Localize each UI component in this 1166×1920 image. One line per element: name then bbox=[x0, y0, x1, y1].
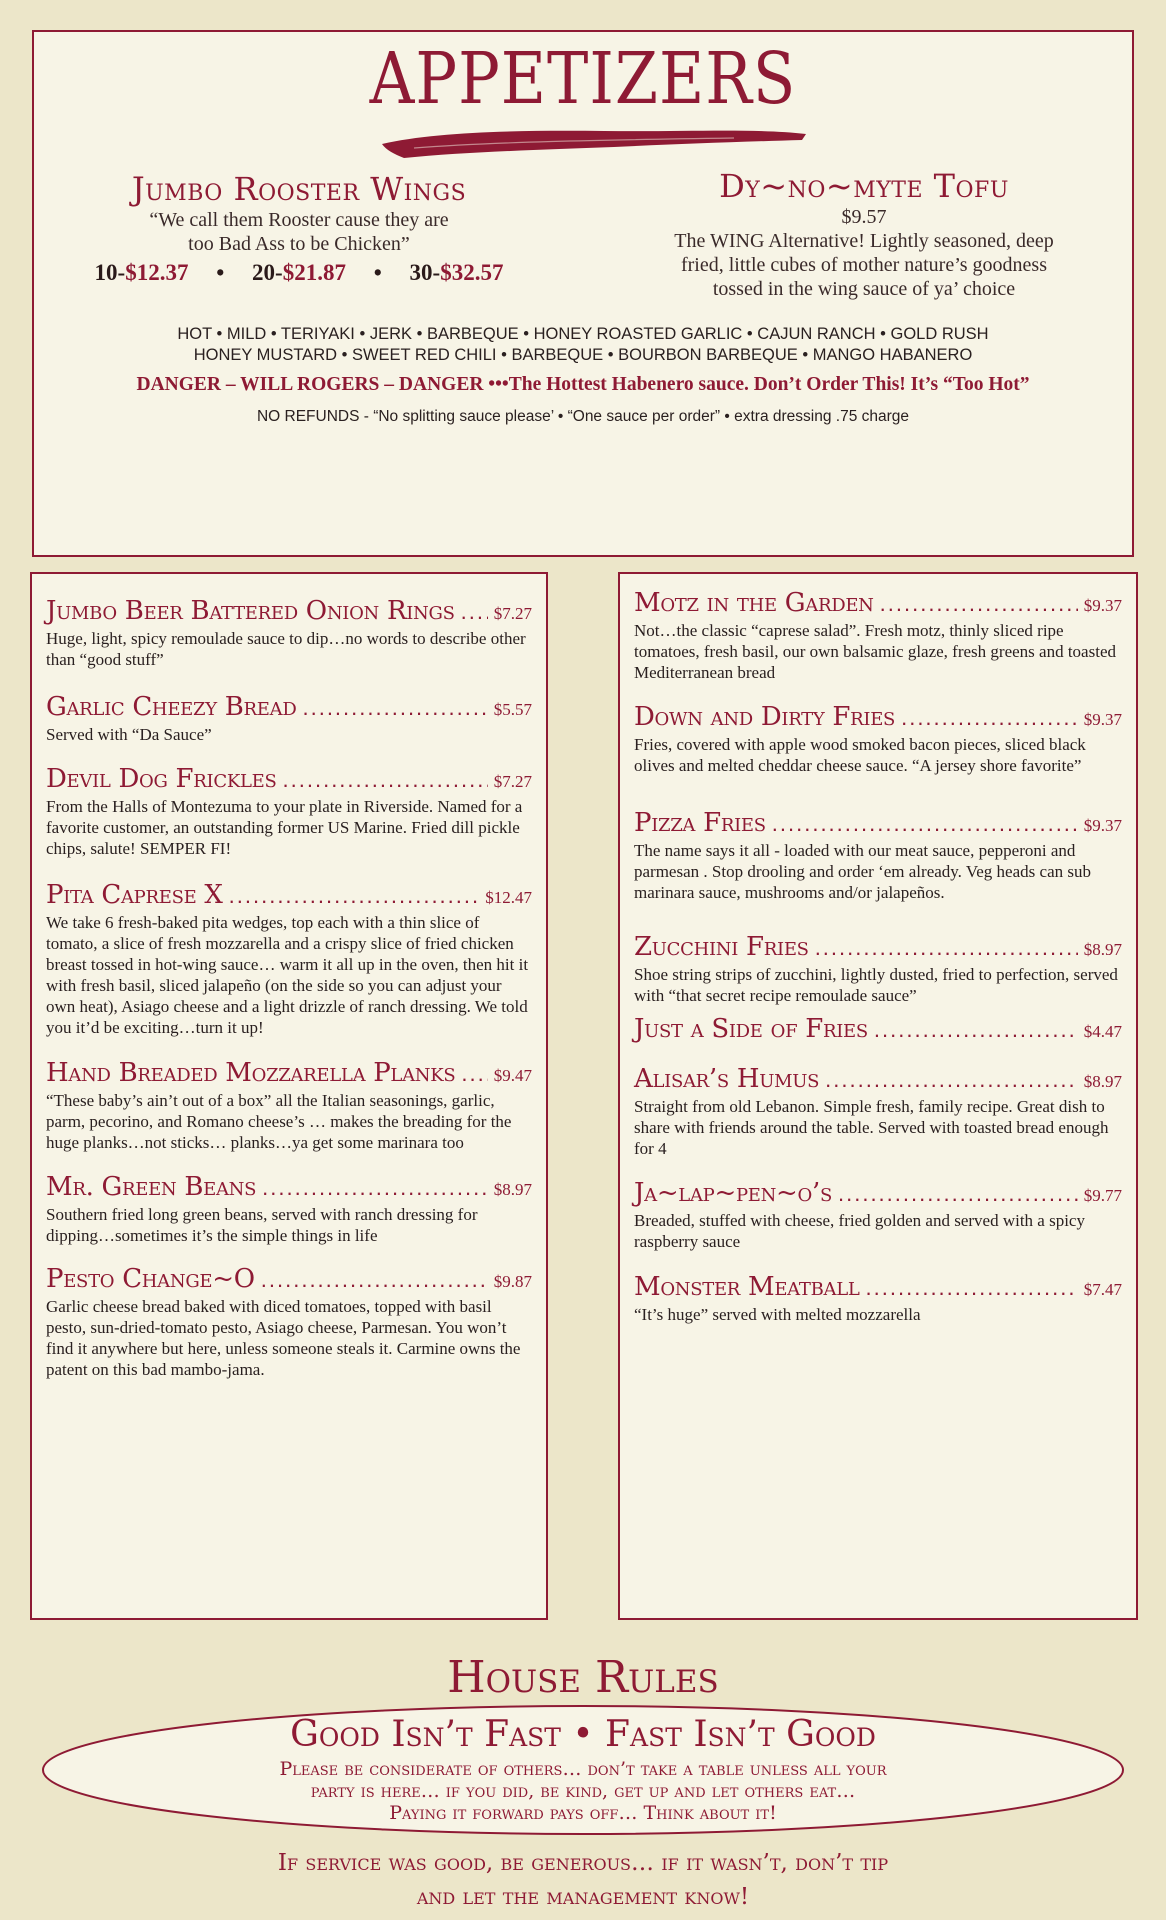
item-price: $7.47 bbox=[1083, 1280, 1122, 1299]
rules-body bbox=[180, 1758, 986, 1824]
item-price: $9.37 bbox=[1083, 816, 1122, 835]
rules-line-2: party is here… if you did, be kind, get up and let others eat… bbox=[310, 1780, 856, 1802]
dot-leader bbox=[229, 883, 480, 909]
item-price: $9.87 bbox=[493, 1272, 532, 1291]
danger-warning: DANGER – WILL ROGERS – DANGER •••The Hottest Habenero sauce. Don’t Order This! It’s “Too Hot” bbox=[136, 374, 1030, 395]
item-name: Down and Dirty Fries bbox=[634, 702, 896, 732]
wings-count-30: 30- bbox=[409, 260, 441, 285]
sauce-list bbox=[34, 324, 1132, 366]
item-name: Pita Caprese X bbox=[46, 880, 223, 910]
dot-leader bbox=[772, 811, 1078, 837]
wings-price-30: $32.57 bbox=[440, 260, 504, 285]
sauce-line-1: HOT • MILD • TERIYAKI • JERK • BARBEQUE • HONEY ROASTED GARLIC • CAJUN RANCH • GOLD RUSH bbox=[177, 325, 989, 343]
item-name: Mr. Green Beans bbox=[46, 1172, 257, 1202]
item-description: Garlic cheese bread baked with diced tomatoes, topped with basil pesto, sun-dried-tomato pesto, Asiago cheese, Parmesan. You won’t find it anywhere but here, unless someone steals it. Carmine owns the patent on this bad mambo-jama. bbox=[46, 1297, 521, 1379]
item-description: We take 6 fresh-baked pita wedges, top each with a thin slice of tomato, a slice of fresh mozzarella and a crispy slice of fried chicken breast tossed in hot-wing sauce… warm it all up in the oven, then hit it with fresh basil, sliced jalapeño (on the side so you can adjust your own heat), Asiago cheese and a light drizzle of ranch dressing. We told you it’d be exciting…turn it up! bbox=[46, 913, 529, 1037]
tip-line-1: If service was good, be generous… if it wasn’t, don’t tip bbox=[277, 1850, 889, 1876]
item-price: $4.47 bbox=[1083, 1022, 1122, 1041]
tofu-block bbox=[634, 167, 1094, 301]
dot-leader bbox=[825, 1067, 1078, 1093]
menu-item bbox=[46, 764, 532, 859]
wings-count-20: 20- bbox=[252, 260, 283, 285]
wings-name: Jumbo Rooster Wings bbox=[131, 170, 467, 208]
item-name: Garlic Cheezy Bread bbox=[46, 692, 297, 722]
appetizers-header-panel bbox=[32, 30, 1134, 557]
right-menu-panel bbox=[618, 572, 1138, 1620]
item-description: “These baby’s ain’t out of a box” all the Italian seasonings, garlic, parm, pecorino, and Romano cheese’s … makes the breading for the huge planks…not sticks… planks…ya get some marinara too bbox=[46, 1091, 512, 1152]
menu-item bbox=[46, 596, 532, 670]
item-price: $9.77 bbox=[1083, 1186, 1122, 1205]
wings-block bbox=[64, 170, 534, 286]
tofu-price: $9.57 bbox=[841, 206, 887, 228]
item-description: “It’s huge” served with melted mozzarella bbox=[634, 1305, 921, 1324]
menu-item bbox=[634, 1014, 1122, 1044]
dot-leader bbox=[283, 767, 488, 793]
wings-prices: 10-$12.37 • 20-$21.87 • 30-$32.57 bbox=[94, 260, 504, 285]
dot-leader bbox=[261, 1267, 488, 1293]
item-price: $9.47 bbox=[493, 1066, 532, 1085]
item-price: $9.37 bbox=[1083, 596, 1122, 615]
item-description: Southern fried long green beans, served with ranch dressing for dipping…sometimes it’s the simple things in life bbox=[46, 1205, 478, 1245]
item-description: Shoe string strips of zucchini, lightly dusted, fried to perfection, served with “that secret recipe remoulade sauce” bbox=[634, 965, 1118, 1005]
house-rules-title: House Rules bbox=[447, 1652, 719, 1703]
item-name: Devil Dog Frickles bbox=[46, 764, 277, 794]
item-price: $12.47 bbox=[485, 888, 532, 907]
tofu-desc-3: tossed in the wing sauce of ya’ choice bbox=[712, 278, 1016, 300]
dot-leader bbox=[838, 1181, 1078, 1207]
item-price: $5.57 bbox=[493, 700, 532, 719]
menu-item bbox=[46, 692, 532, 745]
item-name: Hand Breaded Mozzarella Planks bbox=[46, 1058, 456, 1088]
item-description: The name says it all - loaded with our meat sauce, pepperoni and parmesan . Stop drooling and order ‘em already. Veg heads can sub marinara sauce, mushrooms and/or jalapeños. bbox=[634, 841, 1091, 902]
tofu-desc-2: fried, little cubes of mother nature’s goodness bbox=[680, 254, 1047, 276]
item-name: Monster Meatball bbox=[634, 1272, 860, 1302]
item-price: $8.97 bbox=[1083, 1072, 1122, 1091]
item-price: $8.97 bbox=[493, 1180, 532, 1199]
menu-item bbox=[634, 1178, 1122, 1252]
tofu-name: Dy~no~myte Tofu bbox=[719, 167, 1009, 205]
tip-message bbox=[0, 1846, 1166, 1914]
dot-leader bbox=[461, 599, 488, 625]
wings-tagline-1: “We call them Rooster cause they are bbox=[149, 209, 449, 231]
menu-item bbox=[634, 1272, 1122, 1325]
item-price: $8.97 bbox=[1083, 940, 1122, 959]
left-menu-panel bbox=[30, 572, 548, 1620]
item-description: Huge, light, spicy remoulade sauce to dip…no words to describe other than “good stuff” bbox=[46, 629, 526, 669]
item-price: $9.37 bbox=[1083, 710, 1122, 729]
item-description: Breaded, stuffed with cheese, fried golden and served with a spicy raspberry sauce bbox=[634, 1211, 1085, 1251]
dot-leader bbox=[901, 705, 1078, 731]
menu-item bbox=[46, 1172, 532, 1246]
rules-headline: Good Isn’t Fast • Fast Isn’t Good bbox=[290, 1714, 876, 1755]
menu-item bbox=[46, 880, 532, 1038]
dot-leader bbox=[302, 695, 487, 721]
dot-leader bbox=[461, 1061, 487, 1087]
wings-price-10: $12.37 bbox=[125, 260, 189, 285]
item-name: Pesto Change~O bbox=[46, 1264, 255, 1294]
tip-line-2: and let the management know! bbox=[416, 1884, 750, 1910]
item-description: Straight from old Lebanon. Simple fresh, family recipe. Great dish to share with friends around the table. Served with toasted bread enough for 4 bbox=[634, 1097, 1109, 1158]
wings-price-20: $21.87 bbox=[282, 260, 346, 285]
item-description: Fries, covered with apple wood smoked bacon pieces, sliced black olives and melted cheddar cheese sauce. “A jersey shore favorite” bbox=[634, 735, 1086, 775]
wings-count-10: 10- bbox=[94, 260, 126, 285]
menu-item bbox=[634, 808, 1122, 903]
item-name: Just a Side of Fries bbox=[634, 1014, 868, 1044]
item-name: Pizza Fries bbox=[634, 808, 766, 838]
rules-line-3: Paying it forward pays off… Think about it! bbox=[389, 1802, 777, 1824]
menu-item bbox=[634, 588, 1122, 683]
item-name: Ja~lap~pen~o’s bbox=[634, 1178, 832, 1208]
rules-line-1: Please be considerate of others… don’t take a table unless all your bbox=[279, 1758, 887, 1780]
item-name: Motz in the Garden bbox=[634, 588, 874, 618]
dot-leader bbox=[874, 1017, 1078, 1043]
wings-tagline-2: too Bad Ass to be Chicken” bbox=[188, 233, 410, 255]
menu-item bbox=[634, 702, 1122, 776]
brush-stroke-decoration bbox=[374, 122, 814, 162]
refund-policy: NO REFUNDS - “No splitting sauce please’ • “One sauce per order” • extra dressing .75 charge bbox=[256, 408, 910, 425]
item-name: Alisar’s Humus bbox=[634, 1064, 820, 1094]
item-name: Zucchini Fries bbox=[634, 932, 809, 962]
dot-leader bbox=[880, 591, 1078, 617]
dot-leader bbox=[262, 1175, 488, 1201]
item-name: Jumbo Beer Battered Onion Rings bbox=[46, 596, 455, 626]
menu-item bbox=[46, 1058, 532, 1153]
page-title: APPETIZERS bbox=[369, 36, 797, 121]
dot-leader bbox=[866, 1275, 1078, 1301]
menu-item bbox=[46, 1264, 532, 1380]
item-price: $7.27 bbox=[493, 772, 532, 791]
tofu-desc-1: The WING Alternative! Lightly seasoned, deep bbox=[674, 230, 1054, 252]
sauce-line-2: HONEY MUSTARD • SWEET RED CHILI • BARBEQUE • BOURBON BARBEQUE • MANGO HABANERO bbox=[193, 346, 973, 364]
item-description: From the Halls of Montezuma to your plate in Riverside. Named for a favorite customer, an outstanding former US Marine. Fried dill pickle chips, salute! SEMPER FI! bbox=[46, 797, 523, 858]
item-price: $7.27 bbox=[493, 604, 532, 623]
menu-item bbox=[634, 932, 1122, 1006]
dot-leader bbox=[815, 935, 1078, 961]
menu-item bbox=[634, 1064, 1122, 1159]
item-description: Not…the classic “caprese salad”. Fresh motz, thinly sliced ripe tomatoes, fresh basil, our own balsamic glaze, fresh greens and toasted Mediterranean bread bbox=[634, 621, 1116, 682]
item-description: Served with “Da Sauce” bbox=[46, 725, 212, 744]
